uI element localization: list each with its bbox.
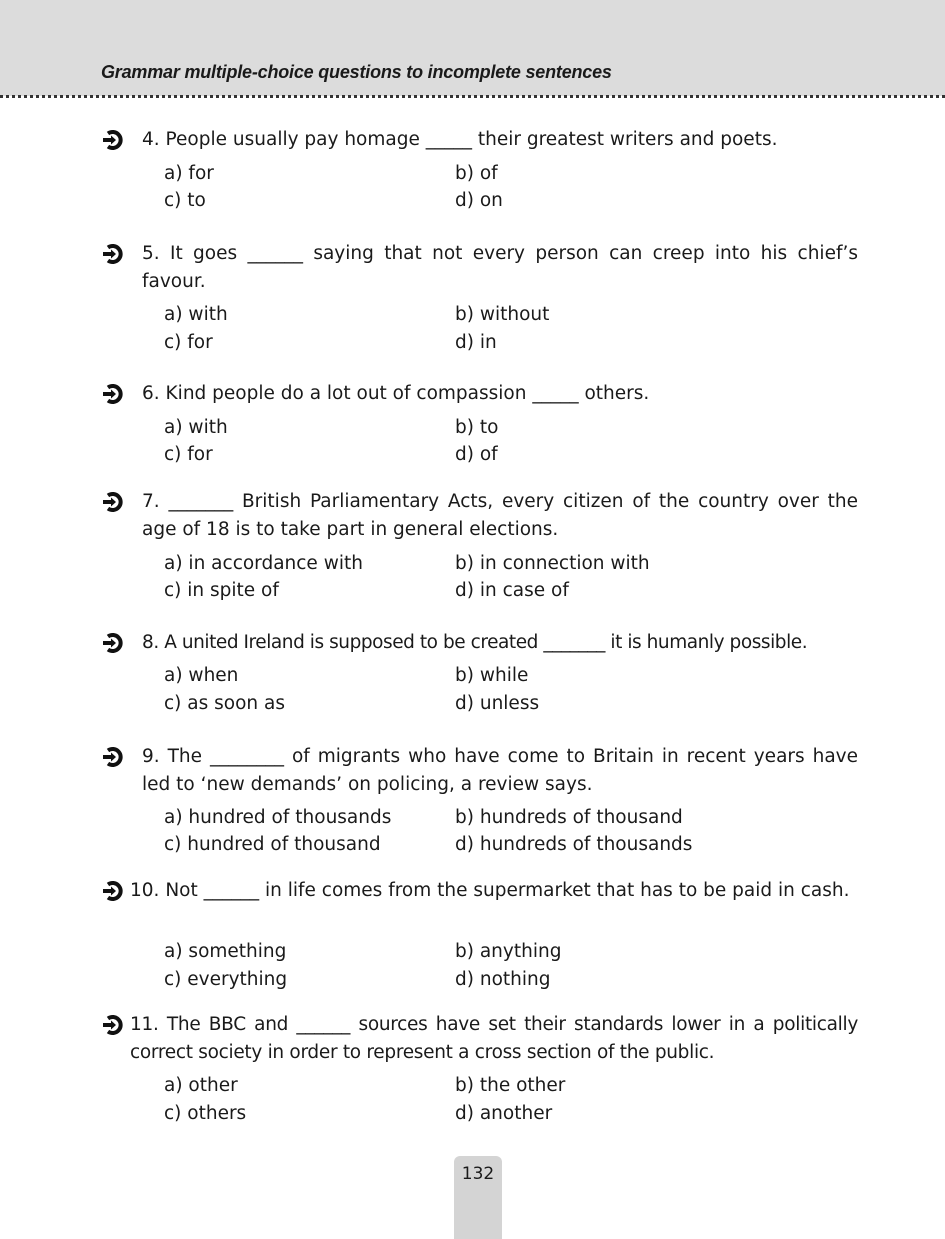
dotted-divider [0, 95, 945, 98]
question-body: The ________ of migrants who have come to Britain in recent years have led to ‘new demands’ on policing, a review says. [142, 746, 858, 795]
question-number: 9. [142, 746, 160, 767]
circled-arrow-icon [102, 632, 124, 654]
option-b: b) the other [455, 1075, 566, 1096]
option-b: b) without [455, 304, 550, 325]
option-a: a) hundred of thousands [164, 807, 392, 828]
question-number: 11. [130, 1014, 159, 1035]
option-d: d) in case of [455, 580, 569, 601]
option-c: c) in spite of [164, 580, 279, 601]
option-c: c) for [164, 444, 213, 465]
option-d: d) on [455, 190, 503, 211]
circled-arrow-icon [102, 746, 124, 768]
circled-arrow-icon [102, 880, 124, 902]
option-a: a) when [164, 665, 239, 686]
option-c: c) hundred of thousand [164, 834, 381, 855]
option-b: b) while [455, 665, 529, 686]
question-body: _______ British Parliamentary Acts, every citizen of the country over the age of 18 is to take part in general elections. [142, 491, 858, 540]
option-b: b) hundreds of thousand [455, 807, 683, 828]
option-c: c) others [164, 1103, 247, 1124]
option-a: a) with [164, 304, 228, 325]
option-c: c) as soon as [164, 693, 285, 714]
section-title: Grammar multiple-choice questions to incomplete sentences [101, 62, 612, 82]
question-text [142, 240, 858, 296]
option-d: d) nothing [455, 969, 551, 990]
option-a: a) with [164, 417, 228, 438]
option-a: a) other [164, 1075, 238, 1096]
option-d: d) another [455, 1103, 553, 1124]
option-d: d) hundreds of thousands [455, 834, 693, 855]
option-b: b) anything [455, 941, 562, 962]
circled-arrow-icon [102, 243, 124, 265]
question-text [130, 877, 858, 905]
question-number: 5. [142, 243, 160, 264]
option-b: b) of [455, 163, 498, 184]
option-c: c) to [164, 190, 206, 211]
circled-arrow-icon [102, 383, 124, 405]
question-text [142, 629, 858, 657]
question-body: The BBC and ______ sources have set their standards lower in a politically correct society in order to represent a cross section of the public. [130, 1014, 858, 1063]
option-a: a) in accordance with [164, 553, 363, 574]
question-text [142, 743, 858, 799]
question-body: Not ______ in life comes from the supermarket that has to be paid in cash. [165, 880, 850, 901]
option-b: b) to [455, 417, 499, 438]
question-body: People usually pay homage _____ their greatest writers and poets. [165, 129, 778, 150]
question-body: A united Ireland is supposed to be created _______ it is humanly possible. [164, 632, 808, 653]
option-d: d) unless [455, 693, 540, 714]
question-number: 10. [130, 880, 160, 901]
question-number: 8. [142, 632, 159, 653]
question-text [142, 380, 858, 408]
option-c: c) for [164, 332, 213, 353]
question-text [130, 1011, 858, 1067]
question-number: 6. [142, 383, 160, 404]
question-text [142, 126, 858, 154]
question-text [142, 488, 858, 544]
question-body: It goes ______ saying that not every person can creep into his chief’s favour. [142, 243, 858, 292]
circled-arrow-icon [102, 1014, 124, 1036]
page-number: 132 [461, 1164, 495, 1184]
option-d: d) of [455, 444, 498, 465]
option-c: c) everything [164, 969, 288, 990]
question-number: 4. [142, 129, 160, 150]
option-b: b) in connection with [455, 553, 650, 574]
circled-arrow-icon [102, 491, 124, 513]
circled-arrow-icon [102, 129, 124, 151]
option-a: a) something [164, 941, 287, 962]
question-number: 7. [142, 491, 160, 512]
question-body: Kind people do a lot out of compassion _____ others. [165, 383, 650, 404]
option-d: d) in [455, 332, 497, 353]
option-a: a) for [164, 163, 214, 184]
